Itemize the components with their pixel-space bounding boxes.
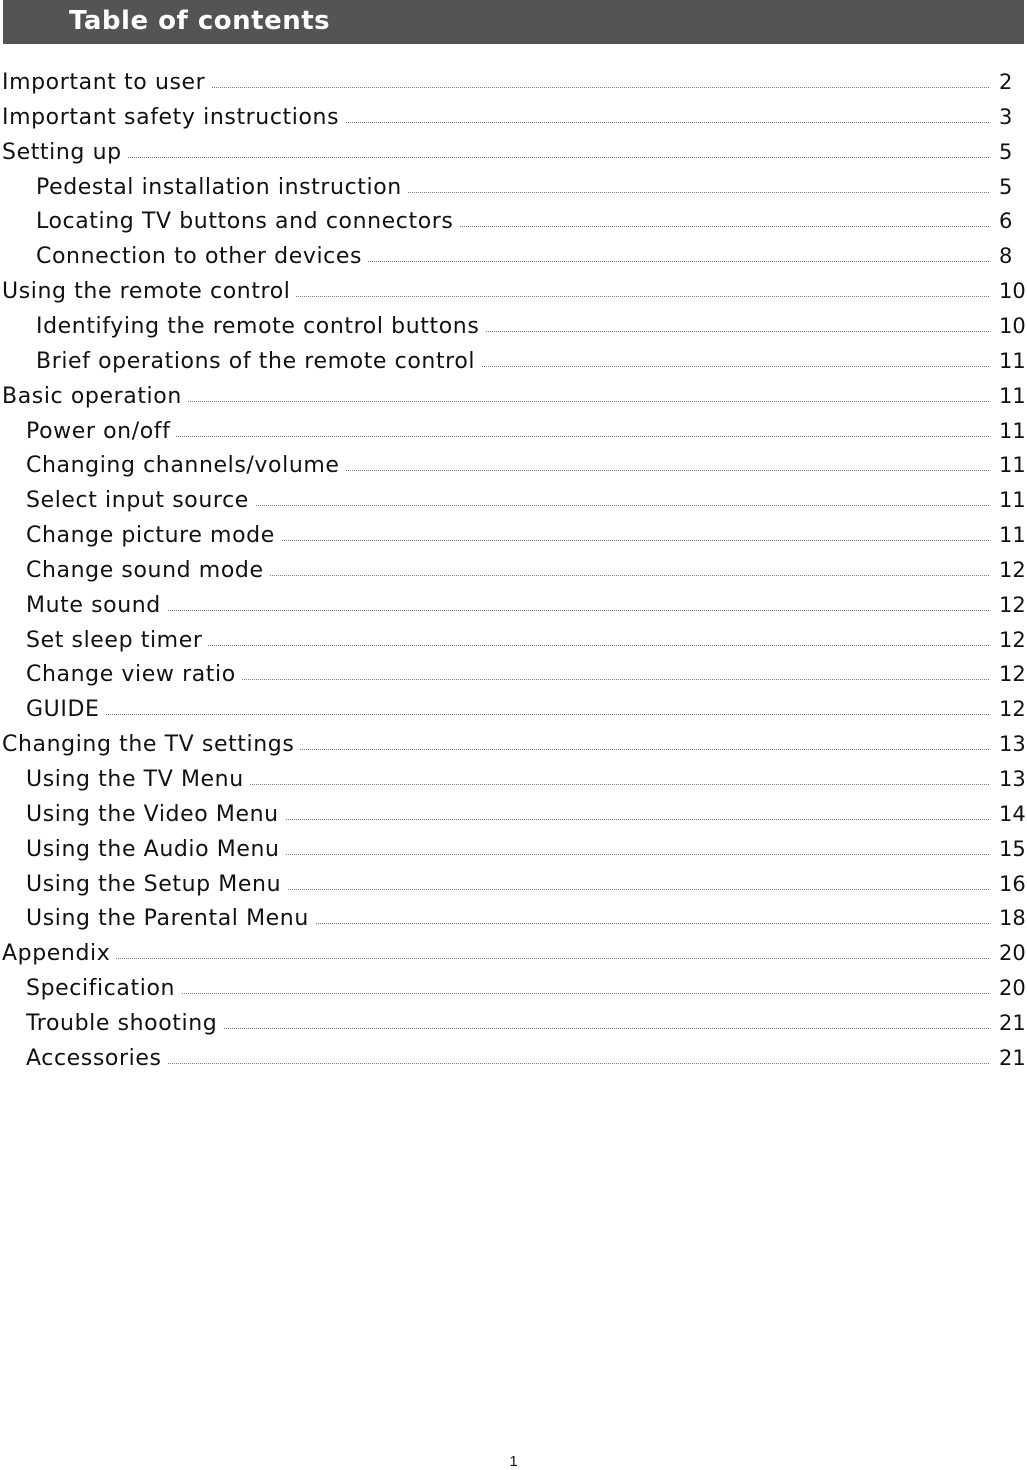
toc-entry [0,732,1027,762]
toc-entry-page: 11 [999,453,1026,478]
toc-entry-page: 21 [999,1045,1026,1070]
toc-entry-title: Specification [26,976,181,1001]
toc-entry-page: 6 [999,209,1013,234]
page-title: Table of contents [69,6,331,36]
toc-entry-page: 11 [999,348,1026,373]
toc-entry-page: 5 [999,139,1013,164]
toc-entry-title: Changing the TV settings [2,732,300,757]
toc-entry-title: Setting up [2,140,128,165]
toc-entry [0,976,1027,1006]
toc-entry [0,593,1027,623]
toc-leader-dots [36,714,989,715]
toc-entry-title: Identifying the remote control buttons [36,314,485,339]
toc-entry-page: 20 [999,976,1026,1001]
toc-entry-title: Change picture mode [26,523,281,548]
toc-entry-title: Connection to other devices [36,244,368,269]
toc-entry-page: 13 [999,767,1026,791]
toc-entry-page: 3 [999,104,1013,129]
toc-entry-title: Using the TV Menu [26,767,250,792]
toc-entry-title: Changing channels/volume [26,453,346,478]
toc-entry [0,837,1027,867]
toc-entry-page: 12 [999,697,1026,722]
toc-entry [0,1046,1027,1076]
toc-leader-dots [36,436,989,437]
toc-entry-page: 2 [999,70,1013,94]
toc-entry-page: 12 [999,627,1026,652]
toc-entry-page: 21 [999,1010,1026,1035]
toc-entry-title: Change sound mode [26,558,270,583]
toc-entry [0,244,1027,274]
toc-entry-title: Accessories [26,1046,168,1071]
toc-entry-page: 13 [999,732,1026,757]
toc-entry-title: Important to user [2,70,211,95]
toc-entry [0,1011,1027,1041]
toc-entry [0,384,1027,414]
toc-entry [0,906,1027,936]
toc-entry-page: 12 [999,592,1026,617]
toc-entry [0,70,1027,100]
toc-entry [0,209,1027,239]
toc-entry-page: 14 [999,801,1026,826]
toc-entry-page: 18 [999,906,1026,931]
toc-entry-page: 12 [999,557,1026,582]
toc-entry-title: Important safety instructions [2,105,345,130]
toc-entry [0,558,1027,588]
toc-entry [0,175,1027,205]
toc-entry-title: Trouble shooting [26,1011,223,1036]
toc-entry-page: 15 [999,836,1026,861]
toc-leader-dots [36,1063,989,1064]
toc-entry-page: 11 [999,383,1026,408]
toc-entry-page: 5 [999,174,1013,199]
toc-entry [0,872,1027,902]
toc-entry-title: Using the Setup Menu [26,872,287,897]
toc-entry-page: 20 [999,941,1026,966]
toc-entry-page: 10 [999,279,1026,304]
toc-entry-page: 11 [999,523,1026,548]
toc-entry [0,523,1027,553]
toc-leader-dots [12,958,989,959]
toc-entry-title: Mute sound [26,593,167,618]
header-bar [3,0,1024,44]
toc-entry-title: Change view ratio [26,662,242,687]
toc-entry [0,697,1027,727]
toc-entry [0,349,1027,379]
toc-entry-title: Power on/off [26,419,176,444]
toc-entry [0,419,1027,449]
toc-entry [0,279,1027,309]
toc-entry-title: Locating TV buttons and connectors [36,209,460,234]
toc-entry-page: 12 [999,662,1026,687]
toc-entry [0,314,1027,344]
toc-entry [0,802,1027,832]
toc-entry-title: Select input source [26,488,255,513]
toc-entry-page: 16 [999,871,1026,896]
toc-entry-page: 10 [999,313,1026,338]
toc-leader-dots [12,157,989,158]
toc-leader-dots [36,610,989,611]
toc-entry-title: Using the Audio Menu [26,837,286,862]
toc-entry-title: Using the Parental Menu [26,906,315,931]
toc-entry-title: Using the Video Menu [26,802,285,827]
page-number: 1 [509,1453,518,1470]
toc-entry [0,662,1027,692]
toc-entry [0,453,1027,483]
toc-entry-title: GUIDE [26,697,105,722]
toc-entry [0,488,1027,518]
toc-entry [0,628,1027,658]
toc-entry-title: Brief operations of the remote control [36,349,481,374]
toc-entry [0,105,1027,135]
toc-entry [0,767,1027,797]
toc-entry [0,140,1027,170]
toc-entry-page: 11 [999,418,1026,443]
toc-entry-title: Using the remote control [2,279,296,304]
toc-entry-title: Pedestal installation instruction [36,175,408,200]
toc-entry-title: Appendix [2,941,116,966]
toc-entry-title: Set sleep timer [26,628,208,653]
toc-entry-title: Basic operation [2,384,188,409]
toc-entry-page: 11 [999,488,1026,513]
toc-entry-page: 8 [999,244,1013,269]
toc-entry [0,941,1027,971]
